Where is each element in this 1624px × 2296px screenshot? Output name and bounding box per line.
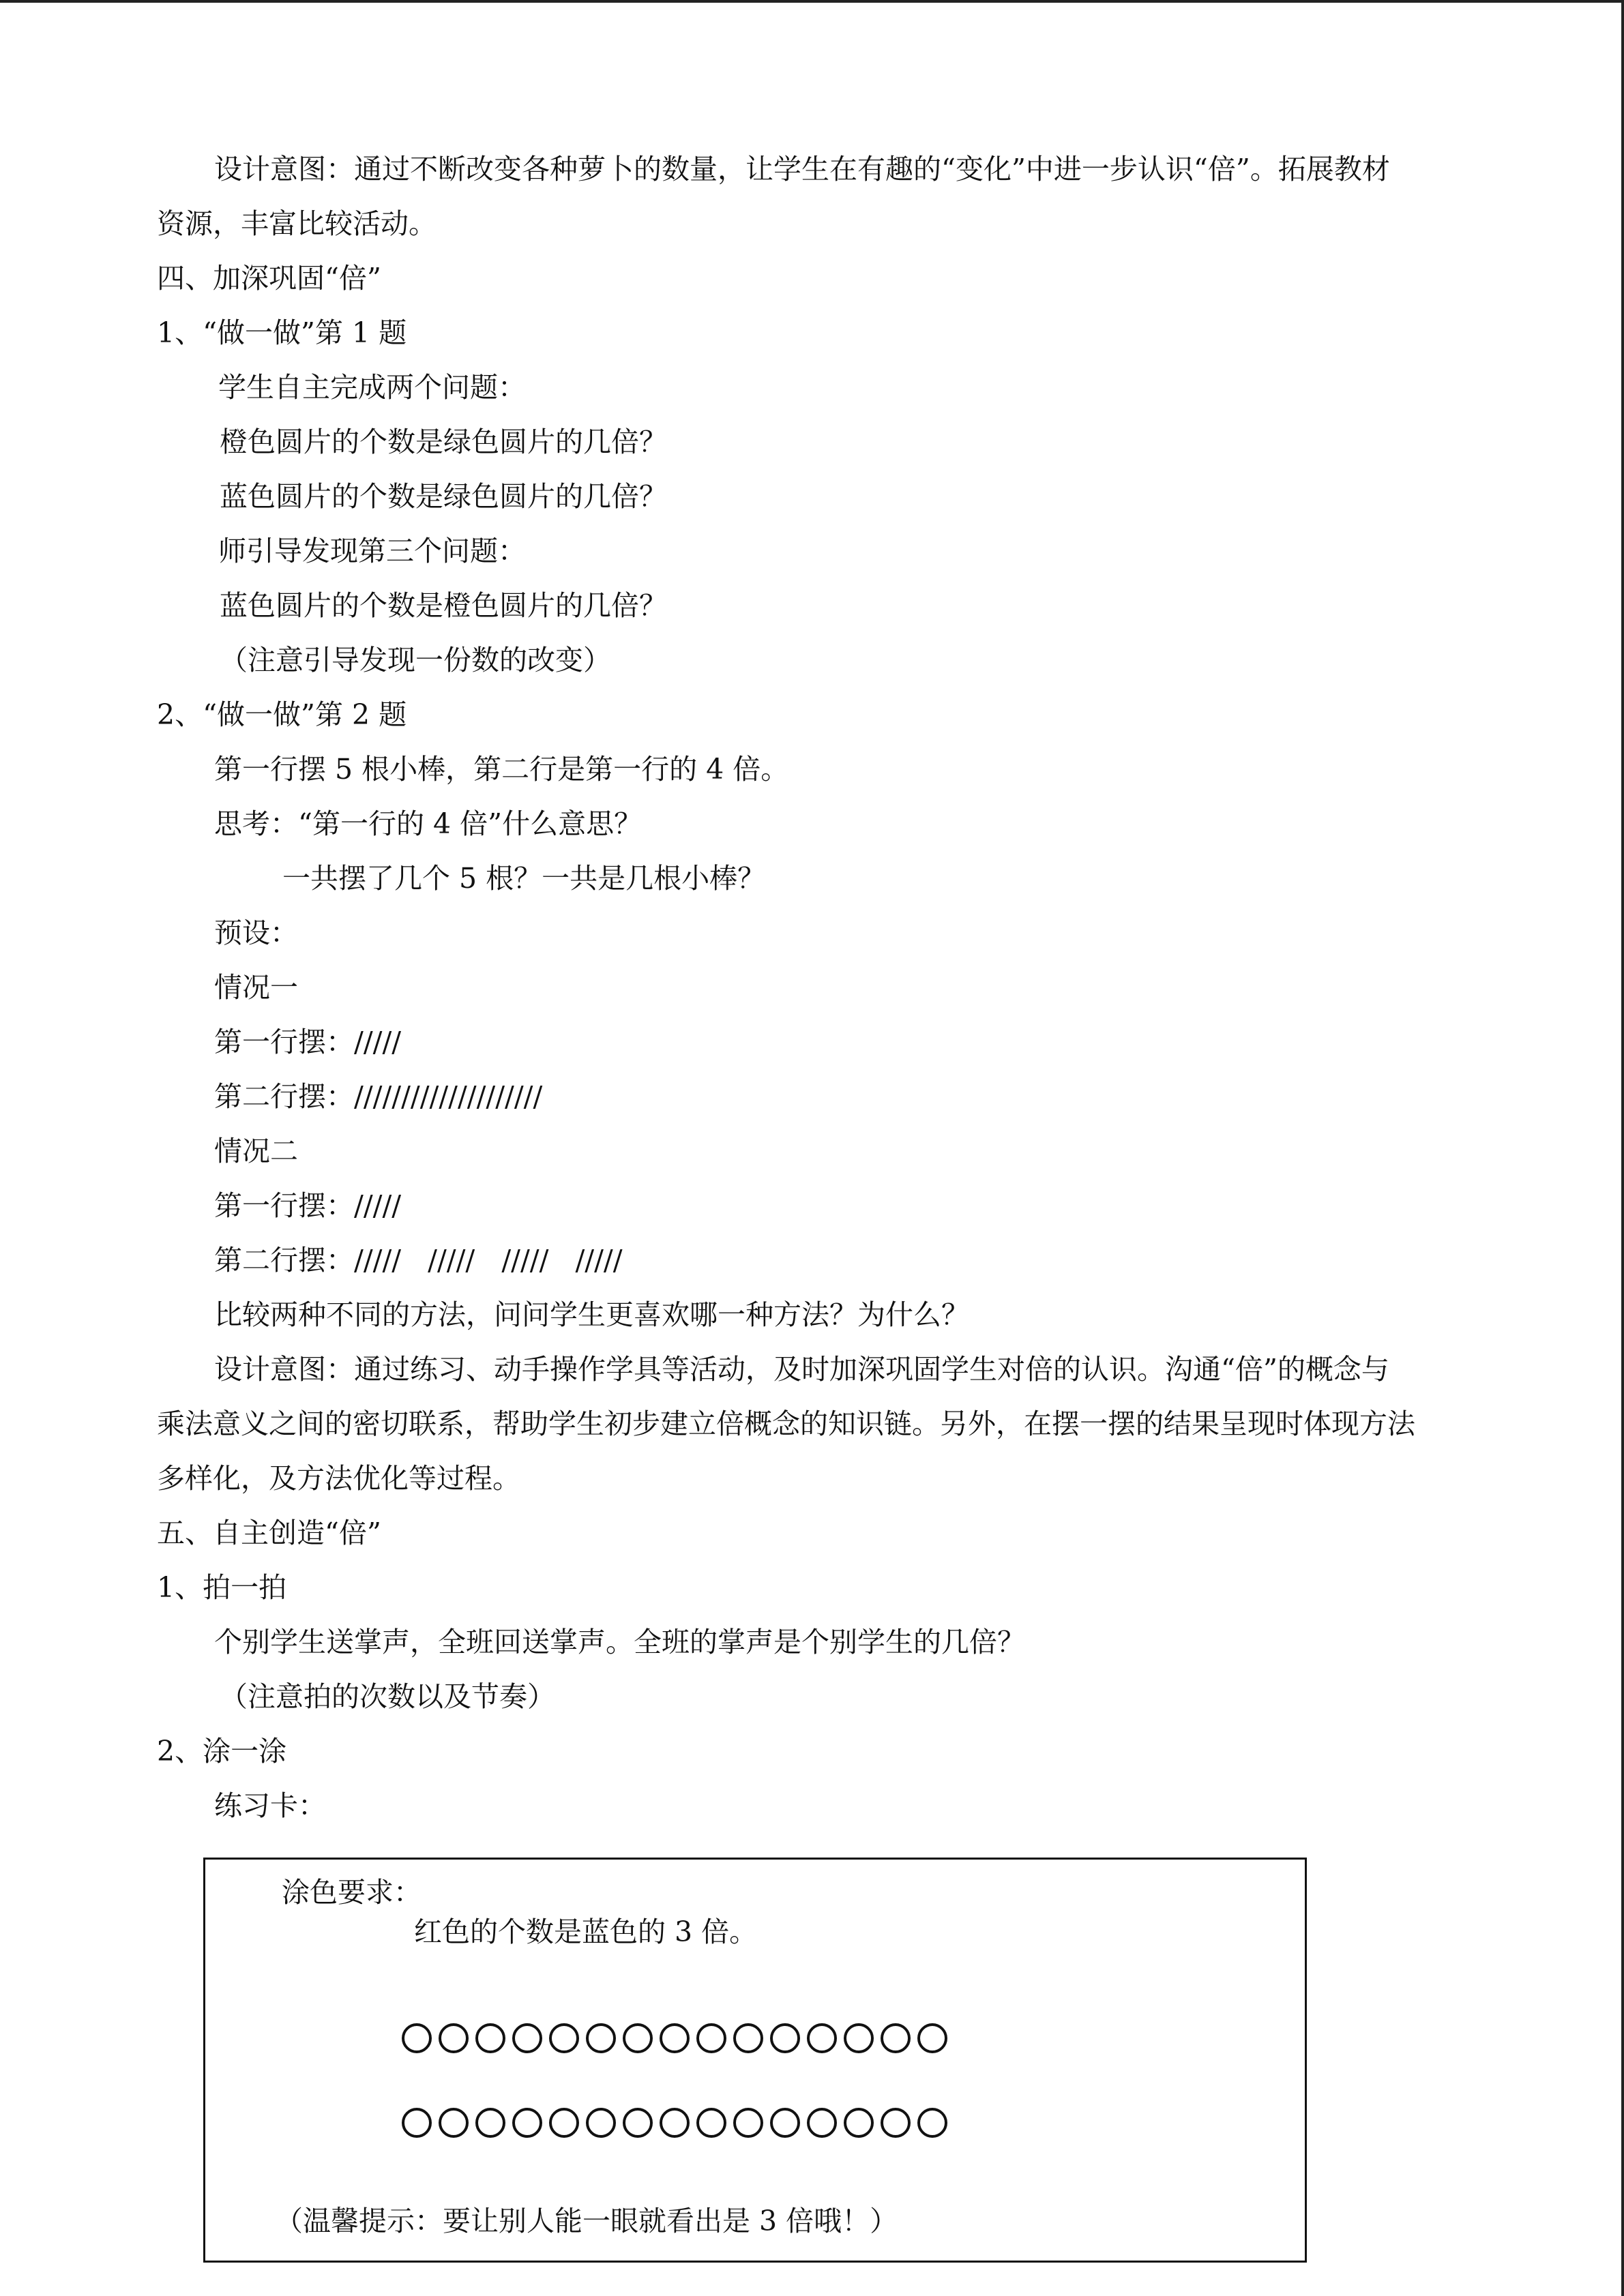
row2-circle-2[interactable] [439, 2108, 469, 2138]
text-line-15: 预设： [214, 916, 298, 949]
text-line-11: 2、“做一做”第 2 题 [157, 698, 407, 731]
row2-circle-5[interactable] [549, 2108, 579, 2138]
text-line-13: 思考：“第一行的 4 倍”什么意思？ [214, 807, 643, 840]
page-top-border [0, 0, 1624, 3]
text-line-21: 第二行摆：///// ///// ///// ///// [214, 1244, 623, 1277]
row2-circle-9[interactable] [696, 2108, 726, 2138]
text-line-20: 第一行摆：///// [214, 1189, 402, 1222]
text-line-7: 蓝色圆片的个数是绿色圆片的几倍？ [220, 480, 667, 513]
row1-circle-2[interactable] [439, 2023, 469, 2053]
text-line-4: 1、“做一做”第 1 题 [157, 316, 407, 349]
text-line-17: 第一行摆：///// [214, 1026, 402, 1058]
row1-circle-6[interactable] [586, 2023, 616, 2053]
circle-row-1 [402, 2023, 947, 2053]
text-line-5: 学生自主完成两个问题： [218, 371, 526, 404]
row1-circle-15[interactable] [917, 2023, 947, 2053]
text-line-31: 练习卡： [214, 1789, 326, 1822]
text-line-1: 设计意图：通过不断改变各种萝卜的数量，让学生在有趣的“变化”中进一步认识“倍”。拓展教材 [214, 153, 1390, 185]
text-line-22: 比较两种不同的方法，问问学生更喜欢哪一种方法？为什么？ [214, 1298, 969, 1331]
text-line-10: （注意引导发现一份数的改变） [220, 644, 611, 676]
text-line-27: 1、拍一拍 [157, 1571, 287, 1604]
row2-circle-1[interactable] [402, 2108, 432, 2138]
text-line-25: 多样化，及方法优化等过程。 [157, 1462, 520, 1495]
text-line-23: 设计意图：通过练习、动手操作学具等活动，及时加深巩固学生对倍的认识。沟通“倍”的概念与 [214, 1353, 1389, 1386]
row2-circle-4[interactable] [512, 2108, 542, 2138]
row1-circle-8[interactable] [660, 2023, 690, 2053]
row2-circle-8[interactable] [660, 2108, 690, 2138]
row2-circle-11[interactable] [770, 2108, 800, 2138]
row2-circle-3[interactable] [475, 2108, 505, 2138]
text-line-3: 四、加深巩固“倍” [157, 262, 381, 295]
text-line-12: 第一行摆 5 根小棒，第二行是第一行的 4 倍。 [214, 753, 789, 786]
text-line-28: 个别学生送掌声，全班回送掌声。全班的掌声是个别学生的几倍？ [214, 1626, 1025, 1658]
circle-row-2 [402, 2108, 947, 2138]
row1-circle-11[interactable] [770, 2023, 800, 2053]
text-line-14: 一共摆了几个 5 根？一共是几根小棒？ [282, 862, 766, 895]
row1-circle-5[interactable] [549, 2023, 579, 2053]
text-line-26: 五、自主创造“倍” [157, 1517, 381, 1549]
text-line-19: 情况二 [214, 1135, 298, 1167]
row1-circle-14[interactable] [881, 2023, 911, 2053]
practice-card [203, 1858, 1307, 2263]
row1-circle-3[interactable] [475, 2023, 505, 2053]
card-requirement-label: 涂色要求： [282, 1876, 422, 1909]
page-right-border [1621, 0, 1624, 2296]
text-line-30: 2、涂一涂 [157, 1735, 287, 1768]
row2-circle-10[interactable] [733, 2108, 763, 2138]
row2-circle-6[interactable] [586, 2108, 616, 2138]
row1-circle-12[interactable] [807, 2023, 837, 2053]
row1-circle-9[interactable] [696, 2023, 726, 2053]
row1-circle-13[interactable] [844, 2023, 874, 2053]
text-line-18: 第二行摆：//////////////////// [214, 1080, 543, 1113]
text-line-9: 蓝色圆片的个数是橙色圆片的几倍？ [220, 589, 667, 622]
card-tip: （温馨提示：要让别人能一眼就看出是 3 倍哦！） [275, 2205, 898, 2237]
row2-circle-7[interactable] [623, 2108, 653, 2138]
text-line-24: 乘法意义之间的密切联系，帮助学生初步建立倍概念的知识链。另外，在摆一摆的结果呈现时体现方法 [157, 1407, 1415, 1440]
text-line-6: 橙色圆片的个数是绿色圆片的几倍？ [220, 426, 667, 458]
text-line-29: （注意拍的次数以及节奏） [220, 1680, 555, 1713]
text-line-16: 情况一 [214, 971, 298, 1004]
text-line-2: 资源，丰富比较活动。 [157, 207, 437, 240]
row2-circle-13[interactable] [844, 2108, 874, 2138]
row1-circle-1[interactable] [402, 2023, 432, 2053]
row2-circle-14[interactable] [881, 2108, 911, 2138]
row1-circle-7[interactable] [623, 2023, 653, 2053]
card-requirement-text: 红色的个数是蓝色的 3 倍。 [414, 1915, 758, 1948]
row2-circle-12[interactable] [807, 2108, 837, 2138]
row2-circle-15[interactable] [917, 2108, 947, 2138]
text-line-8: 师引导发现第三个问题： [218, 535, 526, 567]
row1-circle-10[interactable] [733, 2023, 763, 2053]
row1-circle-4[interactable] [512, 2023, 542, 2053]
